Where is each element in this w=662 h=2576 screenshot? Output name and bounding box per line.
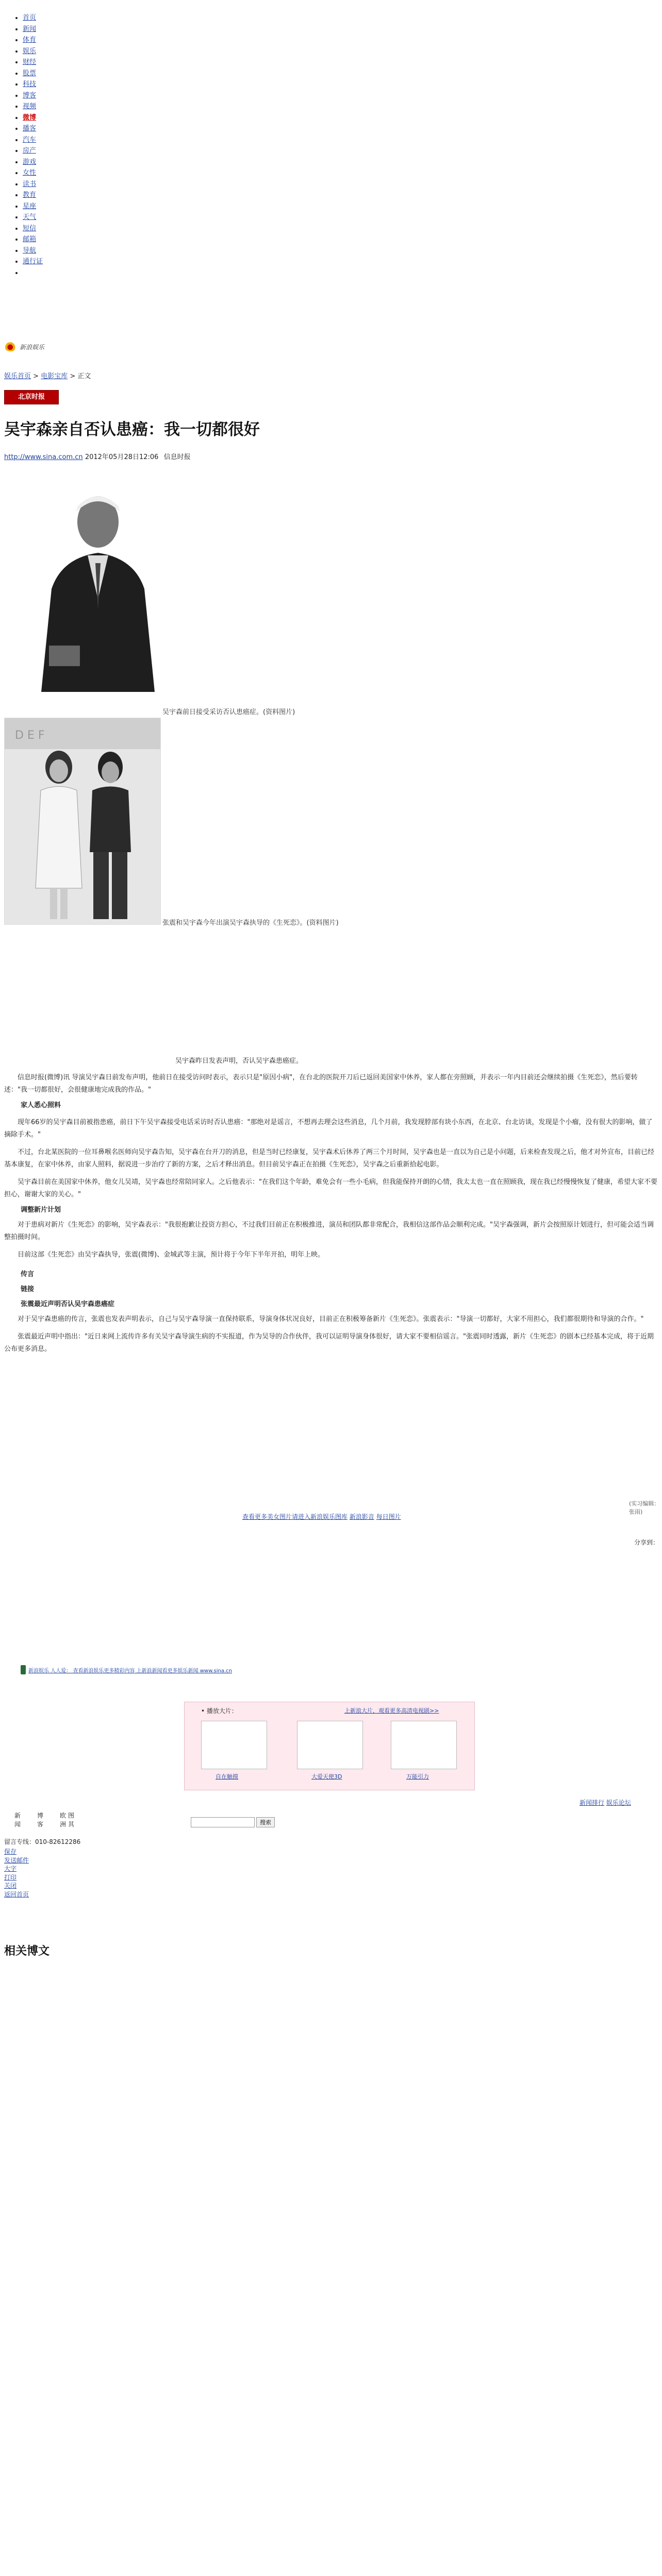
nav-link[interactable]: 娱乐 — [23, 47, 37, 55]
nav-item — [23, 134, 157, 146]
nav-item — [23, 101, 157, 112]
nav-item — [23, 234, 157, 245]
photo1-caption: 吴宇森前日接受采访否认患癌症。(资料图片) — [162, 708, 295, 716]
article-paragraph: 信息时报(微博)讯 导演吴宇森日前发布声明，他前日在接受访问时表示，表示只是"原因小病"，在台北的医院开刀后已返回美国家中休养，家人都在旁照顾，并表示一年内目前还会继续拍摄《生死恋》，然后要转述："我一切都很好，会很健康地完成我的作品。" — [4, 1074, 638, 1094]
article-paragraph: 对于患病对新片《生死恋》的影响，吴宇森表示："我很抱歉让投资方担心，不过我们目前正在积极推进，演员和团队都非常配合，我相信这部作品会顺利完成。"吴宇森强调，新片会按照原计划进行，但可能会适当调整拍摄时间。 — [4, 1221, 654, 1241]
logo-text: 新浪娱乐 — [20, 343, 45, 351]
video-thumbnail[interactable] — [201, 1721, 267, 1769]
nav-link[interactable]: 房产 — [23, 147, 37, 155]
news-rank-link[interactable]: 新闻排行 — [580, 1799, 605, 1806]
article-photo-portrait — [21, 476, 160, 692]
nav-link[interactable]: 视频 — [23, 103, 37, 110]
share-label: 分享到： — [634, 1539, 659, 1546]
nav-link[interactable]: 通行证 — [23, 258, 43, 265]
nav-link[interactable]: 邮箱 — [23, 235, 37, 243]
nav-link[interactable]: 首页 — [23, 14, 37, 22]
article-paragraph: 现年66岁的吴宇森目前被指患癌，前日下午吴宇森接受电话采访时否认患癌："那绝对是谣言，不想再去理会这些消息，几个月前，我发现脖部有块小东西，在北京、台北访谈，发现是个小瘤，没有很大的影响，做了摘除手术。" — [4, 1118, 653, 1139]
related-blogs-heading: 相关博文 — [4, 1945, 50, 1958]
nav-item — [23, 112, 157, 124]
nav-item — [23, 157, 157, 168]
nav-item — [23, 212, 157, 223]
nav-item — [23, 68, 157, 79]
close-link[interactable]: 关闭 — [4, 1882, 17, 1889]
breadcrumb — [4, 370, 91, 380]
nav-item — [23, 46, 157, 57]
video-thumbnail[interactable] — [297, 1721, 363, 1769]
article-paragraph: 不过，台北某医院的一位耳鼻喉名医师向吴宇森告知，吴宇森在台开刀的消息，但是当时已经康复，吴宇森术后休养了两三个月时间，吴宇森也是一直以为自己是小问题，后来检查发现之后，他才对外宣布，目前已经基本康复，在家中休养，由家人照料，据说进一步治疗了新的方案，之后才释出消息。但目前吴宇森正在拍摄《生死恋》，吴宇森之后重新拾起电影。 — [4, 1148, 655, 1168]
breadcrumb-separator: > — [33, 372, 39, 380]
utility-links — [4, 1848, 29, 1899]
nav-link[interactable]: 体育 — [23, 36, 37, 44]
nav-item — [23, 79, 157, 90]
section-heading: 链接 — [21, 1285, 35, 1293]
source-url-link[interactable]: http://www.sina.com.cn — [4, 453, 83, 461]
section-heading: 调整新片计划 — [21, 1206, 61, 1214]
share-grid-cell[interactable]: 洲 — [60, 1821, 67, 1828]
video-title-link[interactable]: 大爱天使3D — [311, 1773, 342, 1780]
search-input[interactable] — [191, 1817, 255, 1827]
share-grid — [4, 1811, 75, 1828]
article-paragraph: 目前这部《生死恋》由吴宇森执导，张震(微博)、金城武等主演，预计将于今年下半年开拍，明年上映。 — [18, 1251, 325, 1259]
editor-note: (实习编辑：张雨) — [629, 1500, 660, 1515]
forum-link[interactable]: 娱乐论坛 — [606, 1799, 631, 1806]
article-paragraph: 对于吴宇森患癌的传言，张震也发表声明表示，自己与吴宇森导演一直保持联系，导演身体状况良好，目前正在积极筹备新片《生死恋》。张震表示："导演一切都好，大家不用担心，我们都很期待和导演的合作。" — [18, 1315, 644, 1323]
nav-link[interactable]: 短信 — [23, 224, 37, 232]
source-tag-badge: 北京时报 — [4, 390, 59, 404]
nav-item — [23, 223, 157, 234]
article-paragraph: 张震最近声明中指出："近日来网上流传许多有关吴宇森导演生病的不实报道，作为吴导的合作伙伴，我可以证明导演身体很好，请大家不要相信谣言。"张震同时透露，新片《生死恋》的剧本已经基本完成，将于近期公布更多消息。 — [4, 1333, 654, 1353]
rank-links — [580, 1798, 631, 1807]
breadcrumb-current: 正文 — [77, 372, 91, 380]
nav-link[interactable]: 新闻 — [23, 25, 37, 33]
nav-link[interactable]: 星座 — [23, 202, 37, 210]
sina-eye-logo-icon — [4, 342, 18, 351]
share-grid-cell[interactable]: 闻 — [14, 1821, 21, 1828]
nav-item — [23, 179, 157, 190]
section-heading: 家人悉心照料 — [21, 1101, 61, 1109]
video-promo-more-link[interactable]: 上新浪大片，观看更多高清电视剧>> — [344, 1707, 439, 1714]
breadcrumb-separator: > — [70, 372, 76, 380]
nav-item — [23, 123, 157, 134]
article-lead: 吴宇森昨日发表声明，否认吴宇森患癌症。 — [175, 1057, 303, 1065]
article-paragraph: 吴宇森目前在美国家中休养，他女儿吴靖，吴宇森也经常陪同家人。之后他表示："在我们这个年龄，难免会有一些小毛病，但我能保持开朗的心情，我太太也一直在照顾我，现在我已经慢慢恢复了健康，希望大家不要担心，谢谢大家的关心。" — [4, 1178, 657, 1198]
print-link[interactable]: 打印 — [4, 1873, 17, 1881]
nav-item — [23, 57, 157, 68]
section-heading: 传言 — [21, 1270, 35, 1278]
nav-item-empty — [23, 267, 157, 279]
mobile-phone-icon — [21, 1665, 26, 1674]
share-grid-cell[interactable]: 博 — [37, 1812, 44, 1819]
nav-item — [23, 256, 157, 267]
video-title-link[interactable]: 万能引力 — [406, 1773, 429, 1780]
hotline: 留言专线：010-82612286 — [4, 1838, 81, 1845]
svg-text:D E F: D E F — [15, 729, 45, 742]
share-grid-cell[interactable]: 新 — [14, 1812, 21, 1819]
nav-item — [23, 190, 157, 201]
font-size-link[interactable]: 大字 — [4, 1865, 17, 1872]
video-thumbnail[interactable] — [391, 1721, 457, 1769]
search-button[interactable]: 搜索 — [256, 1817, 275, 1827]
nav-item — [23, 245, 157, 257]
nav-link[interactable]: 读书 — [23, 180, 37, 188]
nav-link[interactable]: 天气 — [23, 213, 37, 221]
portrait-image — [21, 476, 160, 692]
article-datetime: 2012年05月28日12:06 — [85, 453, 159, 461]
video-title-link[interactable]: 自在触摸 — [216, 1773, 238, 1780]
share-grid-cell[interactable]: 图 — [68, 1812, 75, 1819]
video-promo-heading: • 播放大片： — [201, 1707, 238, 1715]
article-source: 信息时报 — [163, 453, 191, 461]
mobile-promo-link[interactable]: 新浪娱乐 人人爱： 查看新浪娱乐更多精彩内容 上新浪新闻看更多娱乐新闻 www.sina.cn — [28, 1668, 232, 1674]
related-link[interactable]: 每日图片 — [376, 1513, 401, 1520]
mobile-promo — [28, 1666, 232, 1674]
duo-image — [5, 718, 160, 924]
send-email-link[interactable]: 发送邮件 — [4, 1856, 29, 1864]
photo2-caption: 张震和吴宇森今年出演吴宇森执导的《生死恋》。(资料图片) — [162, 919, 339, 927]
nav-item — [23, 201, 157, 212]
nav-link[interactable]: 汽车 — [23, 135, 37, 144]
home-link[interactable]: 返回首页 — [4, 1890, 29, 1898]
nav-link[interactable]: 游戏 — [23, 158, 37, 166]
nav-link[interactable]: 股票 — [23, 69, 37, 77]
breadcrumb-section-link[interactable]: 电影宝库 — [41, 372, 68, 380]
related-link[interactable]: 新浪影音 — [349, 1513, 374, 1520]
video-promo-box — [184, 1702, 475, 1790]
nav-item — [23, 35, 157, 46]
nav-link[interactable]: 导航 — [23, 246, 37, 255]
top-nav-list — [23, 12, 157, 278]
share-grid-cell[interactable]: 欧 — [60, 1812, 67, 1819]
share-grid-cell[interactable]: 其 — [68, 1821, 75, 1828]
nav-item — [23, 167, 157, 179]
nav-item — [23, 24, 157, 35]
section-heading: 张震最近声明否认吴宇森患癌症 — [21, 1300, 115, 1308]
nav-link[interactable]: 博客 — [23, 91, 37, 99]
related-links — [242, 1512, 401, 1521]
nav-link[interactable]: 教育 — [23, 191, 37, 199]
nav-item — [23, 90, 157, 101]
breadcrumb-home-link[interactable]: 娱乐首页 — [4, 372, 31, 380]
nav-link[interactable]: 播客 — [23, 125, 37, 132]
nav-link[interactable]: 科技 — [23, 80, 37, 88]
site-logo[interactable] — [4, 342, 44, 351]
share-grid-cell[interactable]: 客 — [37, 1821, 44, 1828]
article-photo-duo — [4, 718, 161, 925]
nav-link[interactable]: 财经 — [23, 58, 37, 66]
article-title: 吴宇森亲自否认患癌：我一切都很好 — [4, 420, 260, 439]
nav-item — [23, 12, 157, 24]
article-body — [4, 1055, 659, 1355]
nav-link[interactable]: 微博 — [23, 113, 37, 122]
save-link[interactable]: 保存 — [4, 1848, 17, 1855]
nav-item — [23, 145, 157, 157]
nav-link[interactable]: 女性 — [23, 169, 37, 177]
article-meta — [4, 451, 194, 461]
related-link[interactable]: 查看更多美女图片请进入新浪娱乐图库 — [242, 1513, 348, 1520]
